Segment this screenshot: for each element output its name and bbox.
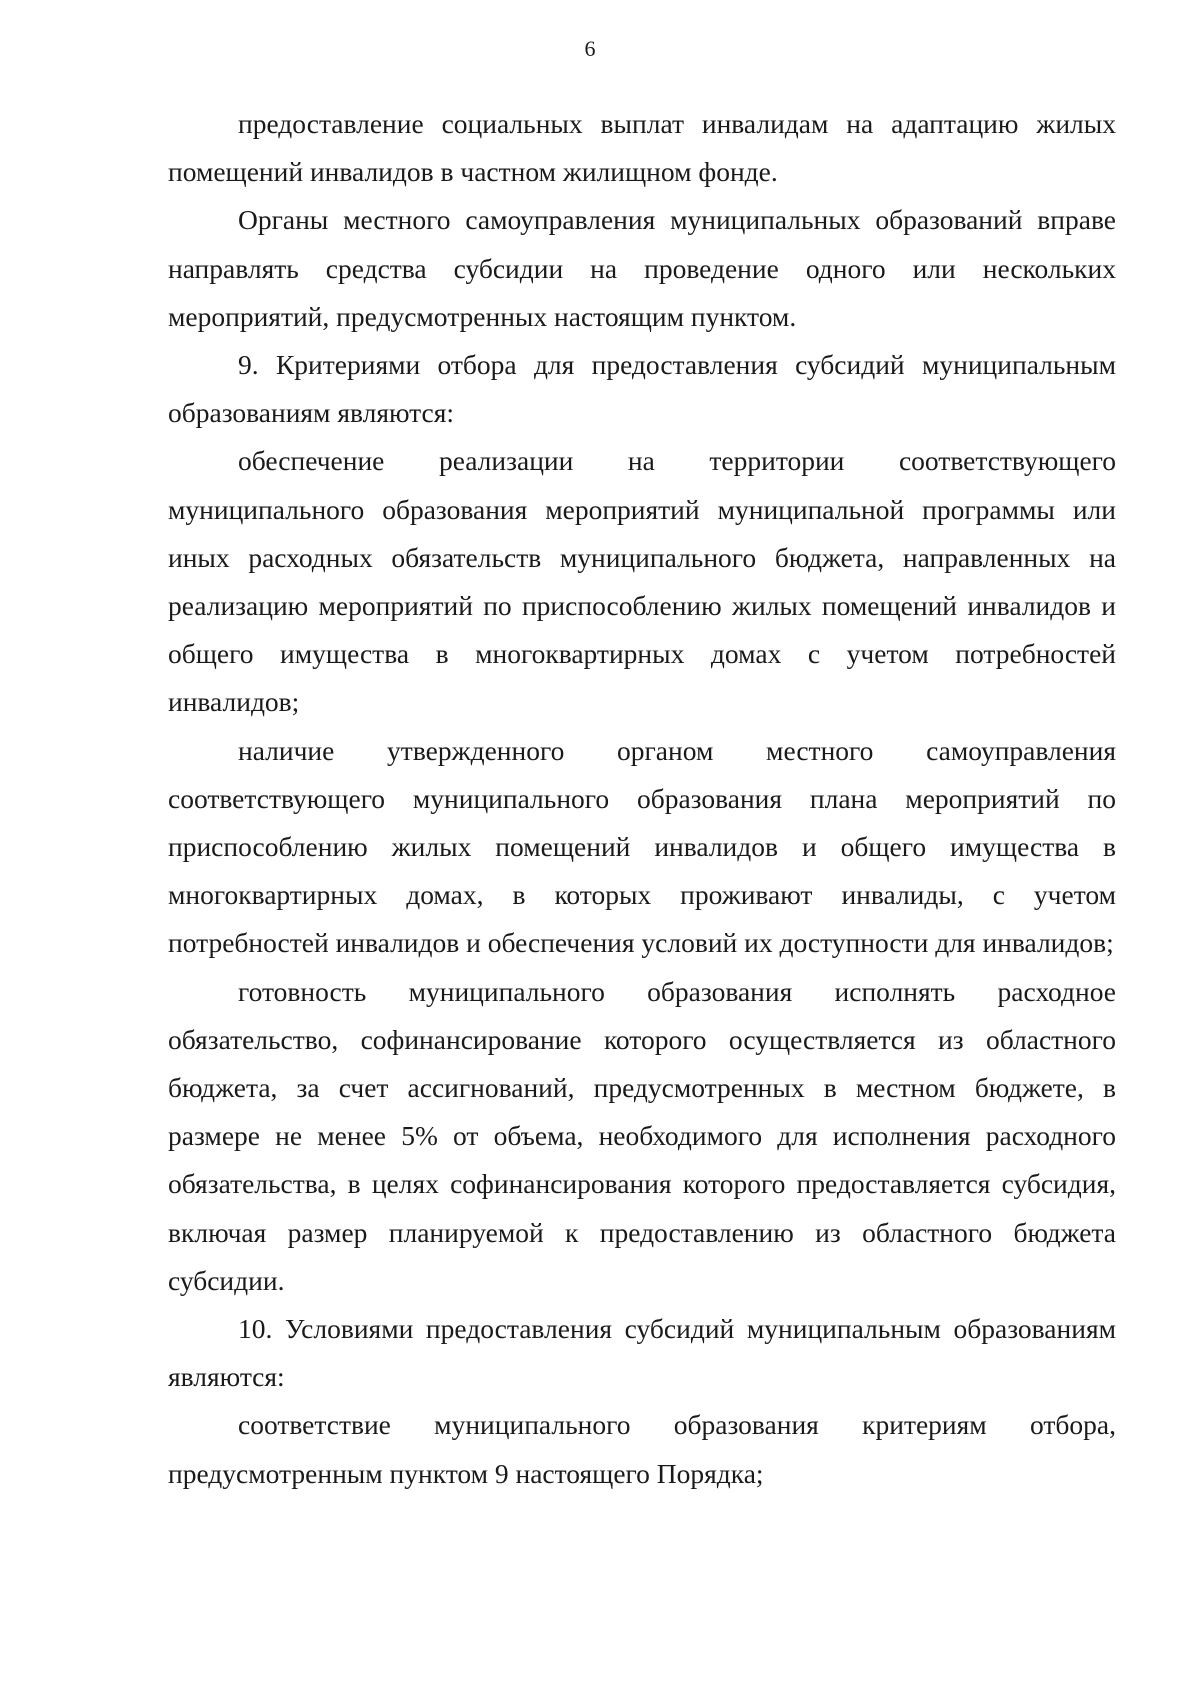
document-body [168, 100, 1116, 1498]
paragraph-criterion-plan: наличие утвержденного органом местного самоуправления соответствующего муниципального образования плана мероприятий по приспособлению жилых помещений инвалидов и общего имущества в многоквартирных домах, в которых проживают инвалиды, с учетом потребностей инвалидов и обеспечения условий их доступности для инвалидов; [168, 734, 1116, 959]
paragraph-item-10-conditions: 10. Условиями предоставления субсидий муниципальным образованиям являются: [168, 1313, 1116, 1393]
paragraph-condition-compliance: соответствие муниципального образования критериям отбора, предусмотренным пунктом 9 настоящего Порядка; [168, 1409, 1116, 1489]
paragraph-criterion-readiness: готовность муниципального образования исполнять расходное обязательство, софинансирование которого осуществляется из областного бюджета, за счет ассигнований, предусмотренных в местном бюджете, в размере не менее 5% от объема, необходимого для исполнения расходного обязательства, в целях софинансирования которого предоставляется субсидия, включая размер планируемой к предоставлению из областного бюджета субсидии. [168, 975, 1116, 1296]
page-number: 6 [584, 36, 596, 61]
paragraph-criterion-implementation: обеспечение реализации на территории соответствующего муниципального образования мероприятий муниципальной программы или иных расходных обязательств муниципального бюджета, направленных на реализацию мероприятий по приспособлению жилых помещений инвалидов и общего имущества в многоквартирных домах с учетом потребностей инвалидов; [168, 445, 1116, 718]
paragraph-item-9-criteria: 9. Критериями отбора для предоставления субсидий муниципальным образованиям являются: [168, 349, 1116, 429]
paragraph-social-payments: предоставление социальных выплат инвалидам на адаптацию жилых помещений инвалидов в частном жилищном фонде. [168, 108, 1116, 188]
paragraph-local-authorities: Органы местного самоуправления муниципальных образований вправе направлять средства субсидии на проведение одного или нескольких мероприятий, предусмотренных настоящим пунктом. [168, 204, 1116, 332]
